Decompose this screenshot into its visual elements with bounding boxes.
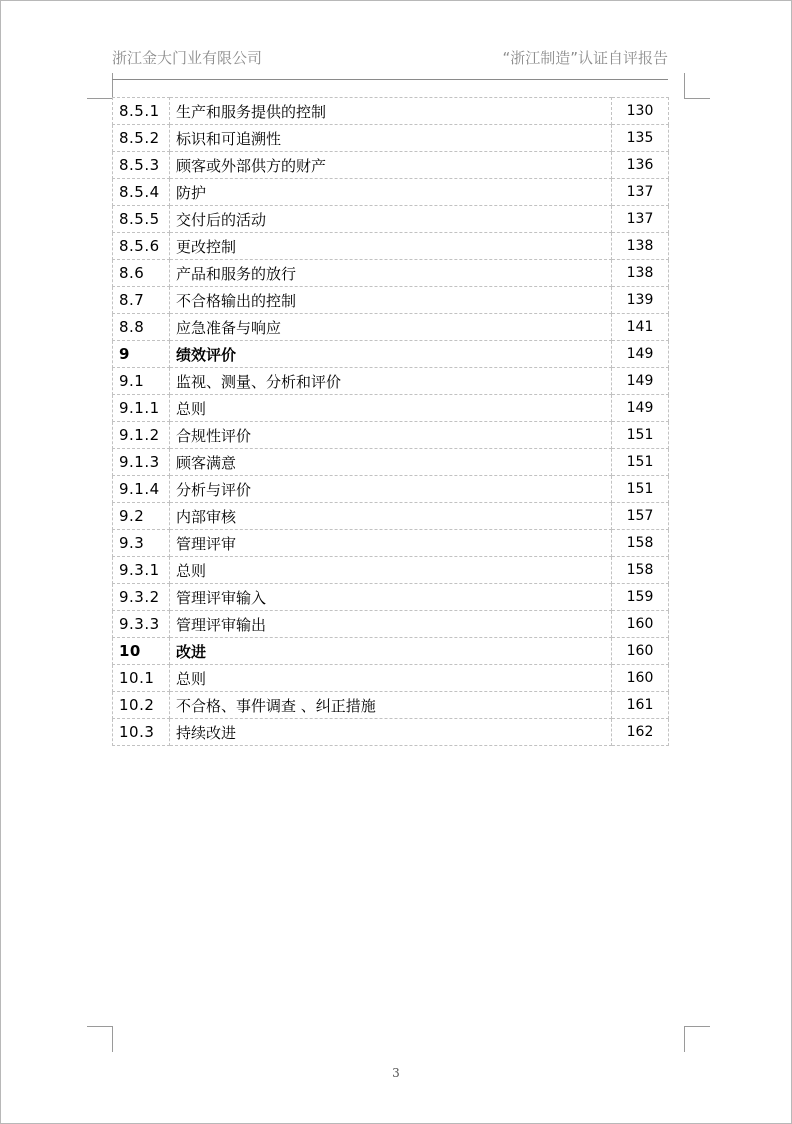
toc-section-number: 10.3 bbox=[113, 719, 170, 746]
crop-mark-bottom-right bbox=[684, 1026, 710, 1052]
toc-section-number: 9.2 bbox=[113, 503, 170, 530]
toc-row[interactable] bbox=[113, 125, 669, 152]
toc-row[interactable] bbox=[113, 233, 669, 260]
toc-page-number: 151 bbox=[612, 449, 669, 476]
toc-page-number: 141 bbox=[612, 314, 669, 341]
toc-section-title: 管理评审输入 bbox=[170, 584, 612, 611]
toc-section-number: 8.8 bbox=[113, 314, 170, 341]
header-rule bbox=[112, 79, 668, 80]
toc-row[interactable] bbox=[113, 206, 669, 233]
toc-row[interactable] bbox=[113, 314, 669, 341]
toc-row[interactable] bbox=[113, 98, 669, 125]
toc-row[interactable] bbox=[113, 476, 669, 503]
toc-section-title: 交付后的活动 bbox=[170, 206, 612, 233]
page-number: 3 bbox=[392, 1066, 400, 1080]
toc-page-number: 157 bbox=[612, 503, 669, 530]
toc-page-number: 138 bbox=[612, 233, 669, 260]
toc-row[interactable] bbox=[113, 179, 669, 206]
toc-section-number: 9 bbox=[113, 341, 170, 368]
toc-section-number: 8.5.4 bbox=[113, 179, 170, 206]
toc-section-number: 8.5.1 bbox=[113, 98, 170, 125]
toc-section-number: 8.5.2 bbox=[113, 125, 170, 152]
toc-section-title: 绩效评价 bbox=[170, 341, 612, 368]
toc-section-number: 10.1 bbox=[113, 665, 170, 692]
toc-section-title: 更改控制 bbox=[170, 233, 612, 260]
crop-mark-bottom-left bbox=[87, 1026, 113, 1052]
toc-section-title: 顾客满意 bbox=[170, 449, 612, 476]
crop-mark-top-left bbox=[87, 73, 113, 99]
toc-section-title: 总则 bbox=[170, 395, 612, 422]
toc-row[interactable] bbox=[113, 152, 669, 179]
toc-section-number: 9.1.2 bbox=[113, 422, 170, 449]
toc-section-title: 标识和可追溯性 bbox=[170, 125, 612, 152]
toc-row[interactable] bbox=[113, 287, 669, 314]
toc-page-number: 137 bbox=[612, 206, 669, 233]
toc-section-title: 监视、测量、分析和评价 bbox=[170, 368, 612, 395]
toc-page-number: 160 bbox=[612, 611, 669, 638]
toc-section-number: 8.5.3 bbox=[113, 152, 170, 179]
header-company: 浙江金大门业有限公司 bbox=[112, 49, 263, 67]
toc-page-number: 159 bbox=[612, 584, 669, 611]
toc-page-number: 135 bbox=[612, 125, 669, 152]
toc-row[interactable] bbox=[113, 422, 669, 449]
toc-page-number: 158 bbox=[612, 557, 669, 584]
toc-row[interactable] bbox=[113, 368, 669, 395]
toc-section-title: 产品和服务的放行 bbox=[170, 260, 612, 287]
toc-section-number: 8.6 bbox=[113, 260, 170, 287]
toc-page-number: 139 bbox=[612, 287, 669, 314]
toc-section-title: 管理评审 bbox=[170, 530, 612, 557]
toc-section-number: 10 bbox=[113, 638, 170, 665]
toc-section-title: 顾客或外部供方的财产 bbox=[170, 152, 612, 179]
toc-section-title: 合规性评价 bbox=[170, 422, 612, 449]
toc-page-number: 151 bbox=[612, 422, 669, 449]
toc-row[interactable] bbox=[113, 638, 669, 665]
toc-row[interactable] bbox=[113, 260, 669, 287]
toc-section-title: 总则 bbox=[170, 665, 612, 692]
toc-section-title: 持续改进 bbox=[170, 719, 612, 746]
toc-section-number: 9.3.3 bbox=[113, 611, 170, 638]
toc-table bbox=[112, 97, 669, 746]
toc-page-number: 151 bbox=[612, 476, 669, 503]
toc-page-number: 136 bbox=[612, 152, 669, 179]
toc-section-title: 分析与评价 bbox=[170, 476, 612, 503]
toc-row[interactable] bbox=[113, 449, 669, 476]
toc-row[interactable] bbox=[113, 557, 669, 584]
toc-page-number: 130 bbox=[612, 98, 669, 125]
toc-section-title: 防护 bbox=[170, 179, 612, 206]
toc-page-number: 149 bbox=[612, 395, 669, 422]
toc-page-number: 149 bbox=[612, 368, 669, 395]
header-report-title: “浙江制造”认证自评报告 bbox=[502, 49, 668, 67]
toc-page-number: 158 bbox=[612, 530, 669, 557]
toc-page-number: 162 bbox=[612, 719, 669, 746]
toc-row[interactable] bbox=[113, 611, 669, 638]
toc-section-number: 9.3 bbox=[113, 530, 170, 557]
toc-section-title: 不合格、事件调查 、纠正措施 bbox=[170, 692, 612, 719]
toc-section-title: 内部审核 bbox=[170, 503, 612, 530]
toc-row[interactable] bbox=[113, 584, 669, 611]
toc-section-title: 总则 bbox=[170, 557, 612, 584]
toc-row[interactable] bbox=[113, 395, 669, 422]
toc-page-number: 161 bbox=[612, 692, 669, 719]
toc-row[interactable] bbox=[113, 692, 669, 719]
toc-row[interactable] bbox=[113, 341, 669, 368]
toc-section-number: 10.2 bbox=[113, 692, 170, 719]
toc-section-title: 改进 bbox=[170, 638, 612, 665]
toc-page-number: 137 bbox=[612, 179, 669, 206]
toc-section-number: 8.5.5 bbox=[113, 206, 170, 233]
toc-section-number: 9.1.1 bbox=[113, 395, 170, 422]
toc-section-number: 9.3.1 bbox=[113, 557, 170, 584]
toc-body bbox=[113, 98, 669, 746]
toc-page-number: 160 bbox=[612, 638, 669, 665]
toc-section-title: 应急准备与响应 bbox=[170, 314, 612, 341]
toc-section-number: 9.1.3 bbox=[113, 449, 170, 476]
toc-section-number: 8.5.6 bbox=[113, 233, 170, 260]
toc-section-number: 9.1.4 bbox=[113, 476, 170, 503]
toc-section-title: 生产和服务提供的控制 bbox=[170, 98, 612, 125]
toc-page-number: 149 bbox=[612, 341, 669, 368]
toc-row[interactable] bbox=[113, 530, 669, 557]
toc-row[interactable] bbox=[113, 665, 669, 692]
toc-page-number: 160 bbox=[612, 665, 669, 692]
toc-row[interactable] bbox=[113, 503, 669, 530]
toc-row[interactable] bbox=[113, 719, 669, 746]
toc-section-number: 9.3.2 bbox=[113, 584, 170, 611]
toc-section-number: 8.7 bbox=[113, 287, 170, 314]
toc-section-title: 不合格输出的控制 bbox=[170, 287, 612, 314]
toc-page-number: 138 bbox=[612, 260, 669, 287]
crop-mark-top-right bbox=[684, 73, 710, 99]
toc-section-number: 9.1 bbox=[113, 368, 170, 395]
toc-section-title: 管理评审输出 bbox=[170, 611, 612, 638]
